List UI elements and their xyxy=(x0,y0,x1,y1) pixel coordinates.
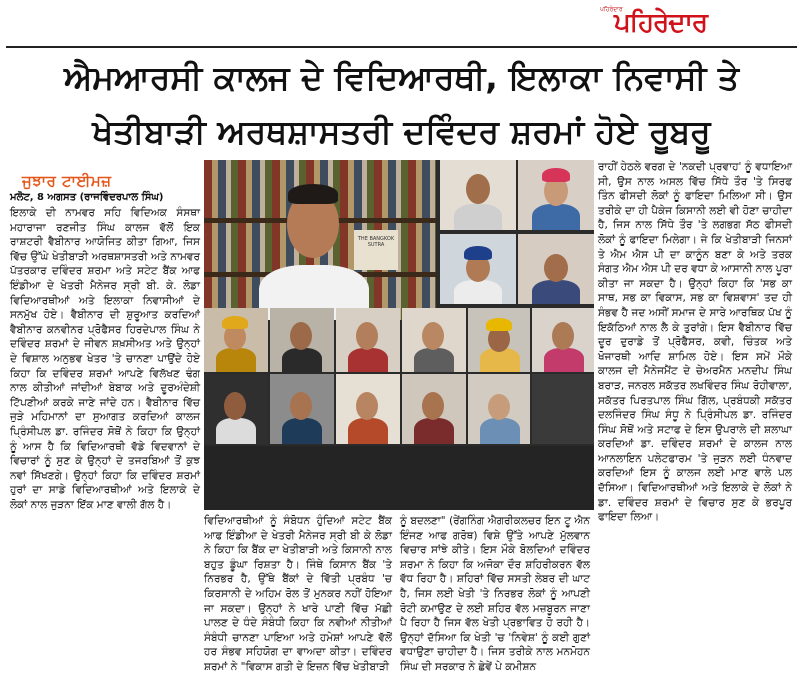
participant-turban xyxy=(542,168,570,182)
participant-face xyxy=(356,392,378,420)
participant-tile xyxy=(270,374,334,444)
article-text: ਨੂੰ ਬਦਲਣਾ" (ਰੇਂਗਨਿੰਗ ਐਗਰੀਕਲਚਰ ਇਨ ਟੂ ਐਨ ਇੰਜਣ ਆਫ ਗਰੋਥ) ਵਿਸ਼ੇ ਉੱਤੇ ਆਪਣੇ ਮੁੱਲਵਾਨ ਵਿਚਾਰ ਸਾਂਝੇ ਕੀਤੇ। ਇਸ ਮੌਕੇ ਬੋਲਦਿਆਂ ਦਵਿੰਦਰ ਸ਼ਰਮਾ ਨੇ ਕਿਹਾ ਕਿ ਅਜੋਕਾ ਦੌਰ ਸ਼ਹਿਰੀਕਰਨ ਵੱਲ ਵੱਧ ਰਿਹਾ ਹੈ। ਸ਼ਹਿਰਾਂ ਵਿੱਚ ਸਸਤੀ ਲੇਬਰ ਦੀ ਘਾਟ ਹੈ, ਜਿਸ ਲਈ ਖੇਤੀ 'ਤੇ ਨਿਰਭਰ ਲੋਕਾਂ ਨੂੰ ਆਪਣੀ ਰੋਟੀ ਕਮਾਉਣ ਦੇ ਲਈ ਸ਼ਹਿਰ ਵੱਲ ਮਜ਼ਬੂਰਨ ਜਾਣਾ ਪੈ ਰਿਹਾ ਹੈ ਜਿਸ ਵੱਲ ਖੇਤੀ ਪ੍ਰਭਾਵਿਤ ਹੋ ਰਹੀ ਹੈ। ਉਨ੍ਹਾਂ ਦੱਸਿਆ ਕਿ ਖੇਤੀ 'ਚ 'ਨਿਵੇਸ਼' ਨੂੰ ਕਈ ਗੁਣਾਂ ਵਧਾਉਣਾ ਚਾਹੀਦਾ ਹੈ। ਜਿਸ ਤਰੀਕੇ ਨਾਲ ਮਨਮੋਹਨ ਸਿੰਘ ਦੀ ਸਰਕਾਰ ਨੇ ਛੇਵੇਂ ਪੇ ਕਮੀਸ਼ਨ xyxy=(400,515,590,673)
article-column-3 xyxy=(400,514,590,675)
participant-face xyxy=(544,254,568,282)
divider xyxy=(6,46,797,48)
participant-face xyxy=(422,322,444,350)
headline-line1: ਐਮਆਰਸੀ ਕਾਲਜ ਦੇ ਵਿਦਿਆਰਥੀ, ਇਲਾਕਾ ਨਿਵਾਸੀ ਤੇ xyxy=(63,58,740,97)
participant-body xyxy=(282,418,322,444)
participant-body xyxy=(454,280,502,304)
participant-tile xyxy=(468,308,530,372)
participant-tile xyxy=(518,234,594,304)
participant-face xyxy=(466,174,490,204)
participant-face xyxy=(422,392,444,420)
participant-body xyxy=(454,204,502,230)
participant-face xyxy=(224,392,246,420)
book-cover xyxy=(354,230,398,270)
book-title: THE BANGKOK SUTRA xyxy=(357,236,395,248)
participant-tile xyxy=(532,308,594,372)
participant-body xyxy=(480,418,520,444)
participant-body xyxy=(216,418,256,444)
participant-turban xyxy=(486,318,512,331)
participant-body xyxy=(544,348,584,372)
participant-face xyxy=(290,322,312,350)
article-text: ਵਿਦਿਆਰਥੀਆਂ ਨੂੰ ਸੰਬੋਧਨ ਹੁੰਦਿਆਂ ਸਟੇਟ ਬੈਂਕ ਆਫ ਇੰਡੀਆ ਦੇ ਖੇਤਰੀ ਮੈਨੇਜਰ ਸ੍ਰੀ ਬੀ ਕੇ ਲੋਡਾ ਨੇ ਕਿਹਾ ਕਿ ਬੈਂਕ ਦਾ ਖੇਤੀਬਾੜੀ ਅਤੇ ਕਿਸਾਨੀ ਨਾਲ ਬਹੁਤ ਡੂੰਘਾ ਰਿਸ਼ਤਾ ਹੈ। ਜਿੰਥੇ ਕਿਸਾਨ ਬੈਂਕ 'ਤੇ ਨਿਰਭਰ ਹੈ, ਉੱਥੇ ਬੈਂਕਾਂ ਦੇ ਵਿੱਤੀ ਪ੍ਰਬੰਧ 'ਚ ਕਿਰਸਾਨੀ ਦੇ ਅਹਿਮ ਰੋਲ ਤੋਂ ਮੁਨਕਰ ਨਹੀਂ ਹੋਇਆ ਜਾ ਸਕਦਾ। ਉਨ੍ਹਾਂ ਨੇ ਖਾਰੇ ਪਾਣੀ ਵਿੱਚ ਮੱਛੀ ਪਾਲਣ ਦੇ ਧੰਦੇ ਸੰਬੰਧੀ ਕਿਹਾ ਕਿ ਨਵੀਆਂ ਨੀਤੀਆਂ ਸੰਬੰਧੀ ਚਾਨਣਾ ਪਾਇਆ ਅਤੇ ਹਮੇਸ਼ਾਂ ਆਪਣੇ ਵੱਲੋਂ ਹਰ ਸੰਭਵ ਸਹਿਯੋਗ ਦਾ ਵਾਅਦਾ ਕੀਤਾ। ਦਵਿੰਦਰ ਸ਼ਰਮਾਂ ਨੇ "ਵਿਕਾਸ ਗਤੀ ਦੇ ਇਜ਼ਨ ਵਿੱਚ ਖੇਤੀਬਾੜੀ xyxy=(204,515,392,673)
participant-tile xyxy=(532,374,594,444)
participant-body xyxy=(282,348,322,372)
participant-turban xyxy=(222,316,248,329)
participant-tile xyxy=(204,308,268,372)
participant-face xyxy=(488,394,510,420)
participant-tile xyxy=(402,308,466,372)
participant-tile xyxy=(440,234,516,304)
brand-logo: ਜੁਝਾਰ ਟਾਈਮਜ਼ xyxy=(22,172,112,190)
article-text: ਇਲਾਕੇ ਦੀ ਨਾਮਵਰ ਸਹਿ ਵਿਦਿਅਕ ਸੰਸਥਾ ਮਹਾਰਾਜਾ ਰਣਜੀਤ ਸਿੰਘ ਕਾਲਜ ਵੱਲੋਂ ਇਕ ਰਾਸ਼ਟਰੀ ਵੈਬੀਨਾਰ ਆਯੋਜਿਤ ਕੀਤਾ ਗਿਆ, ਜਿਸ ਵਿੱਚ ਉੱਘੇ ਖੇਤੀਬਾੜੀ ਅਰਥਸ਼ਾਸਤਰੀ ਅਤੇ ਨਾਮਵਰ ਪੱਤਰਕਾਰ ਦਵਿੰਦਰ ਸ਼ਰਮਾ ਅਤੇ ਸਟੇਟ ਬੈਂਕ ਆਫ ਇੰਡੀਆ ਦੇ ਖੇਤਰੀ ਮੈਨੇਜਰ ਸ੍ਰੀ ਬੀ. ਕੇ. ਲੋਡਾ ਵਿਦਿਆਰਥੀਆਂ ਅਤੇ ਇਲਾਕਾ ਨਿਵਾਸੀਆਂ ਦੇ ਸਨਮੁੱਖ ਹੋਏ। ਵੈਬੀਨਾਰ ਦੀ ਸ਼ੁਰੂਆਤ ਕਰਦਿਆਂ ਵੈਬੀਨਾਰ ਕਨਵੀਨਰ ਪ੍ਰੋਫੈਸਰ ਹਿਰਦੇਪਾਲ ਸਿੰਘ ਨੇ ਦਵਿੰਦਰ ਸ਼ਰਮਾਂ ਦੇ ਜੀਵਨ ਸ਼ਖ਼ਸੀਅਤ ਅਤੇ ਉਨ੍ਹਾਂ ਦੇ ਵਿਸ਼ਾਲ ਅਨੁਭਵ ਖੇਤਰ 'ਤੇ ਚਾਨਣਾ ਪਾਉਂਦੇ ਹੋਏ ਕਿਹਾ ਕਿ ਦਵਿੰਦਰ ਸ਼ਰਮਾਂ ਆਪਣੇ ਵਿਲੱਖਣ ਢੰਗ ਨਾਲ ਕੀਤੀਆਂ ਜਾਂਦੀਆਂ ਬੇਬਾਕ ਅਤੇ ਦੂਰਅੰਦੇਸ਼ੀ ਟਿੱਪਣੀਆਂ ਕਰਕੇ ਜਾਣੇ ਜਾਂਦੇ ਹਨ। ਵੈਬੀਨਾਰ ਵਿੱਚ ਜੁੜੇ ਮਹਿਮਾਨਾਂ ਦਾ ਸੁਆਗਤ ਕਰਦਿਆਂ ਕਾਲਜ ਪ੍ਰਿੰਸੀਪਲ ਡਾ. ਰਜਿੰਦਰ ਸੋਥੋਂ ਨੇ ਕਿਹਾ ਕਿ ਉਨ੍ਹਾਂ ਨੂੰ ਆਸ ਹੈ ਕਿ ਵਿਦਿਆਰਥੀ ਵੱਡੇ ਵਿਦਵਾਨਾਂ ਦੇ ਵਿਚਾਰਾਂ ਨੂੰ ਸੁਣ ਕੇ ਉਨ੍ਹਾਂ ਦੇ ਤਜਰਬਿਆਂ ਤੋਂ ਕੁਝ ਨਵਾਂ ਸਿੱਖਣਗੇ। ਉਨ੍ਹਾਂ ਕਿਹਾ ਕਿ ਦਵਿੰਦਰ ਸ਼ਰਮਾਂ ਹੁਰਾਂ ਦਾ ਸਾਡੇ ਵਿਦਿਆਰਥੀਆਂ ਅਤੇ ਇਲਾਕੇ ਦੇ ਲੋਕਾਂ ਨਾਲ ਜੁੜਨਾ ਇੱਕ ਮਾਣ ਵਾਲੀ ਗੱਲ ਹੈ। xyxy=(10,207,200,511)
participant-tile xyxy=(204,374,268,444)
article-column-2 xyxy=(204,514,392,675)
participant-body xyxy=(348,418,388,444)
article-column-4 xyxy=(598,160,792,525)
participant-body xyxy=(348,348,388,372)
headline-line2: ਖੇਤੀਬਾੜੀ ਅਰਥਸ਼ਾਸਤਰੀ ਦਵਿੰਦਰ ਸ਼ਰਮਾਂ ਹੋਏ ਰੂਬਰੂ xyxy=(92,112,711,151)
masthead-tag: ਪਹਿਰੇਦਾਰ xyxy=(600,6,623,13)
masthead xyxy=(600,6,790,42)
participant-tile xyxy=(468,374,530,444)
participant-tile xyxy=(336,374,400,444)
participant-tile xyxy=(336,308,400,372)
participant-face xyxy=(356,322,378,350)
participant-tile xyxy=(440,160,516,230)
masthead-logo: ਪਹਿਰੇਦਾਰ xyxy=(614,8,707,38)
participant-tile xyxy=(402,374,466,444)
participant-tile xyxy=(270,308,334,372)
participant-turban xyxy=(464,246,492,260)
participant-body xyxy=(414,418,454,444)
participant-tile xyxy=(204,446,594,510)
speaker-hair xyxy=(288,184,338,204)
participant-tile xyxy=(518,160,594,230)
participant-face xyxy=(290,392,312,420)
dateline: ਮਲੋਟ, 8 ਅਗਸਤ (ਰਾਜਵਿੰਦਰਪਾਲ ਸਿੰਘ) xyxy=(10,192,164,203)
article-text: ਰਾਹੀਂ ਹੇਠਲੇ ਵਰਗ ਦੇ 'ਨਕਦੀ ਪ੍ਰਵਾਹ' ਨੂੰ ਵਧਾਇਆ ਸੀ, ਉਸ ਨਾਲ ਅਸਲ ਵਿੱਚ ਸਿੱਧੇ ਤੌਰ 'ਤੇ ਸਿਰਫ ਤਿੰਨ ਫੀਸਦੀ ਲੋਕਾਂ ਨੂੰ ਫਾਇਦਾ ਮਿਲਿਆ ਸੀ। ਉਸ ਤਰੀਕੇ ਦਾ ਹੀ ਪੈਕੇਜ ਕਿਸਾਨੀ ਲਈ ਵੀ ਹੋਣਾ ਚਾਹੀਦਾ ਹੈ, ਜਿਸ ਨਾਲ ਸਿੱਧੇ ਤੌਰ 'ਤੇ ਲਗਭਗ ਸੱਠ ਫੀਸਦੀ ਲੋਕਾਂ ਨੂੰ ਫਾਇਦਾ ਮਿਲੇਗਾ। ਜੇ ਕਿ ਖੇਤੀਬਾੜੀ ਜਿਨਸਾਂ ਤੇ ਐਮ ਐਸ ਪੀ ਦਾ ਕਾਨੂੰਨ ਬਣਾ ਕੇ ਅਤੇ ਤਰਕ ਸੰਗਤ ਐਮ ਐਸ ਪੀ ਦਰ ਵਧਾ ਕੇ ਆਸਾਨੀ ਨਾਲ ਪੂਰਾ ਕੀਤਾ ਜਾ ਸਕਦਾ ਹੈ। ਉਨ੍ਹਾਂ ਕਿਹਾ ਕਿ 'ਸਭ ਕਾ ਸਾਥ, ਸਭ ਕਾ ਵਿਕਾਸ, ਸਭ ਕਾ ਵਿਸ਼ਵਾਸ' ਤਦ ਹੀ ਸੰਭਵ ਹੈ ਜਦ ਅਸੀਂ ਸਮਾਜ ਦੇ ਸਾਰੇ ਆਰਥਿਕ ਪੱਖ ਨੂੰ ਇਕੱਠਿਆਂ ਨਾਲ ਲੈ ਕੇ ਤੁਰਾਂਗੇ। ਇਸ ਵੈਬੀਨਾਰ ਵਿੱਚ ਦੂਰ ਦੁਰਾਡੇ ਤੋਂ ਪ੍ਰੋਫੈਸਰ, ਕਵੀ, ਚਿੰਤਕ ਅਤੇ ਖੋਜਾਰਥੀ ਆਦਿ ਸ਼ਾਮਿਲ ਹੋਏ। ਇਸ ਸਮੇਂ ਮੌਕੇ ਕਾਲਜ ਦੀ ਮੈਨੇਜਮੈਂਟ ਦੇ ਚੇਅਰਮੈਨ ਮਨਦੀਪ ਸਿੰਘ ਬਰਾੜ, ਜਨਰਲ ਸਕੱਤਰ ਲਖਵਿੰਦਰ ਸਿੰਘ ਰੋਹੀਵਾਲਾ, ਸਕੱਤਰ ਪਿਰਤਪਾਲ ਸਿੰਘ ਗਿੱਲ, ਪ੍ਰਬੰਧਕੀ ਸਕੱਤਰ ਦਲਜਿੰਦਰ ਸਿੰਘ ਸੰਧੂ ਨੇ ਪ੍ਰਿੰਸੀਪਲ ਡਾ. ਰਜਿੰਦਰ ਸਿੰਘ ਸੋਥੋਂ ਅਤੇ ਸਟਾਫ ਦੇ ਇਸ ਉਪਰਾਲੇ ਦੀ ਸ਼ਲਾਘਾ ਕਰਦਿਆਂ ਡਾ. ਦਵਿੰਦਰ ਸ਼ਰਮਾਂ ਦੇ ਕਾਲਜ ਨਾਲ ਆਨਲਾਇਨ ਪਲੇਟਫਾਰਮ 'ਤੇ ਜੁੜਨ ਲਈ ਧੰਨਵਾਦ ਕਰਦਿਆਂ ਇਸ ਨੂੰ ਕਾਲਜ ਲਈ ਮਾਣ ਵਾਲੇ ਪਲ ਦੱਸਿਆ। ਵਿਦਿਆਰਥੀਆਂ ਅਤੇ ਇਲਾਕੇ ਦੇ ਲੋਕਾਂ ਨੇ ਡਾ. ਦਵਿੰਦਰ ਸ਼ਰਮਾਂ ਦੇ ਵਿਚਾਰ ਸੁਣ ਕੇ ਭਰਪੂਰ ਫਾਇਦਾ ਲਿਆ। xyxy=(598,161,792,524)
participant-body xyxy=(532,280,580,304)
participant-body xyxy=(216,348,256,372)
main-speaker-tile xyxy=(204,160,436,320)
participant-body xyxy=(532,204,580,230)
article-column-1 xyxy=(10,206,200,512)
participant-face xyxy=(552,322,574,350)
webinar-photo xyxy=(204,160,594,510)
participant-body xyxy=(414,348,454,372)
